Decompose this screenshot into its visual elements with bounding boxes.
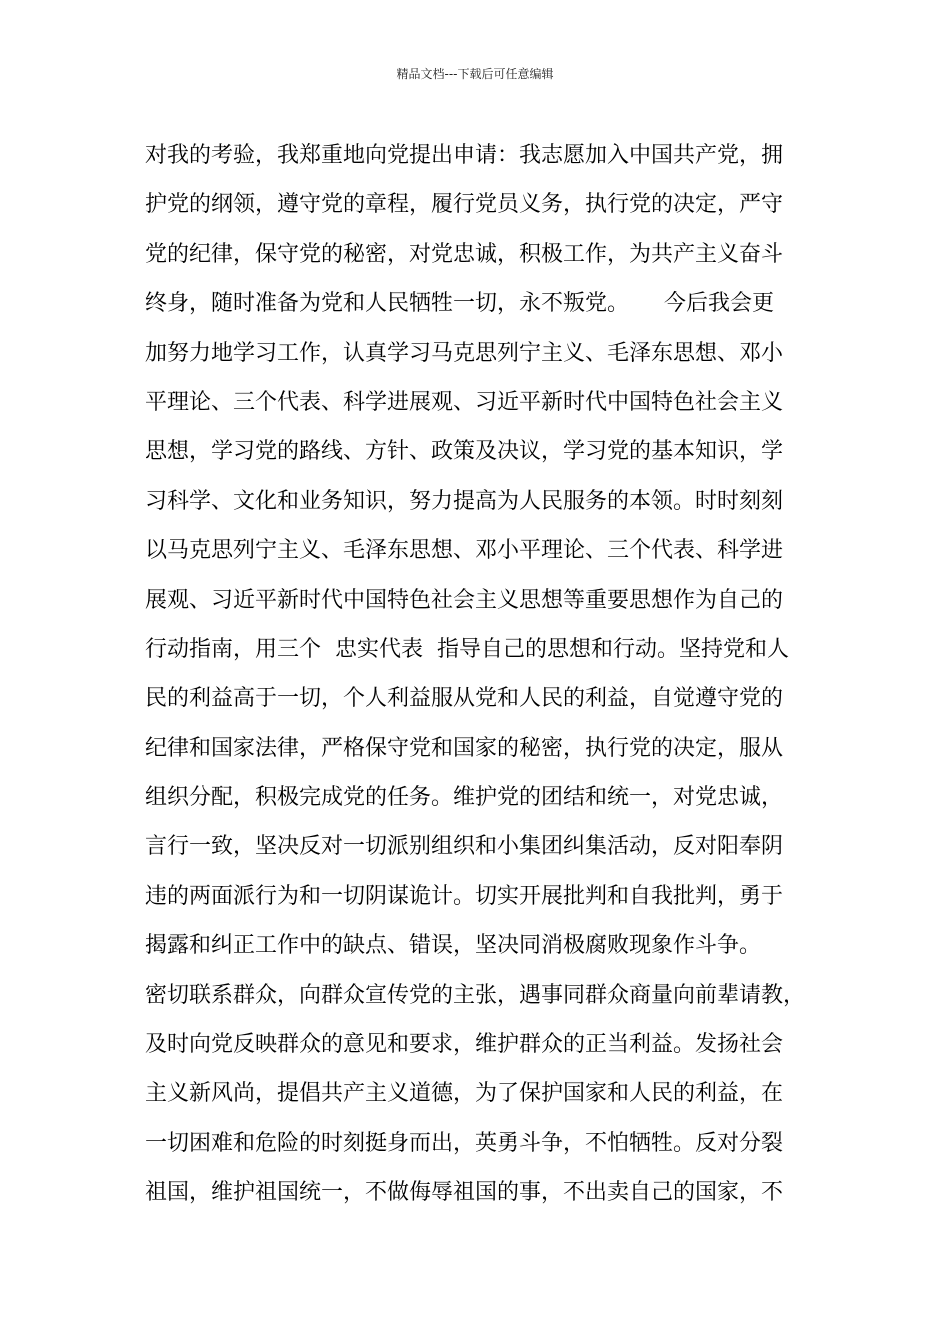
text-line: 党的纪律，保守党的秘密，对党忠诚，积极工作，为共产主义奋斗: [145, 241, 784, 267]
text-line: 祖国，维护祖国统一，不做侮辱祖国的事，不出卖自己的国家，不: [145, 1180, 784, 1206]
text-line: 违的两面派行为和一切阴谋诡计。切实开展批判和自我批判，勇于: [145, 883, 784, 909]
text-line: 主义新风尚，提倡共产主义道德，为了保护国家和人民的利益，在: [145, 1081, 784, 1107]
text-line: 以马克思列宁主义、毛泽东思想、邓小平理论、三个代表、科学进: [145, 538, 784, 564]
text-line: 平理论、三个代表、科学进展观、习近平新时代中国特色社会主义: [145, 389, 784, 415]
text-line: 纪律和国家法律，严格保守党和国家的秘密，执行党的决定，服从: [145, 735, 784, 761]
text-line: 言行一致，坚决反对一切派别组织和小集团纠集活动，反对阳奉阴: [145, 834, 784, 860]
text-line: 密切联系群众，向群众宣传党的主张，遇事同群众商量向前辈请教，: [145, 982, 806, 1008]
text-line: 思想，学习党的路线、方针、政策及决议，学习党的基本知识，学: [145, 439, 784, 465]
text-line: 一切困难和危险的时刻挺身而出，英勇斗争，不怕牺牲。反对分裂: [145, 1130, 784, 1156]
text-line: 展观、习近平新时代中国特色社会主义思想等重要思想作为自己的: [145, 587, 784, 613]
text-line: 行动指南，用三个 忠实代表 指导自己的思想和行动。坚持党和人: [145, 636, 789, 662]
text-line: 揭露和纠正工作中的缺点、错误，坚决同消极腐败现象作斗争。: [145, 933, 762, 959]
text-line: 对我的考验，我郑重地向党提出申请：我志愿加入中国共产党，拥: [145, 143, 784, 168]
text-line: 及时向党反映群众的意见和要求，维护群众的正当利益。发扬社会: [145, 1032, 784, 1058]
text-line: 组织分配，积极完成党的任务。维护党的团结和统一，对党忠诚，: [145, 785, 784, 811]
text-line: 护党的纲领，遵守党的章程，履行党员义务，执行党的决定，严守: [145, 192, 784, 218]
body-text: [145, 131, 810, 1218]
text-line: 加努力地学习工作，认真学习马克思列宁主义、毛泽东思想、邓小: [145, 340, 784, 366]
text-line: 终身，随时准备为党和人民牺牲一切，永不叛党。 今后我会更: [145, 291, 774, 317]
text-line: 习科学、文化和业务知识，努力提高为人民服务的本领。时时刻刻: [145, 488, 784, 514]
page-header: 精品文档---下载后可任意编辑: [396, 67, 554, 81]
text-line: 民的利益高于一切，个人利益服从党和人民的利益，自觉遵守党的: [145, 686, 784, 712]
